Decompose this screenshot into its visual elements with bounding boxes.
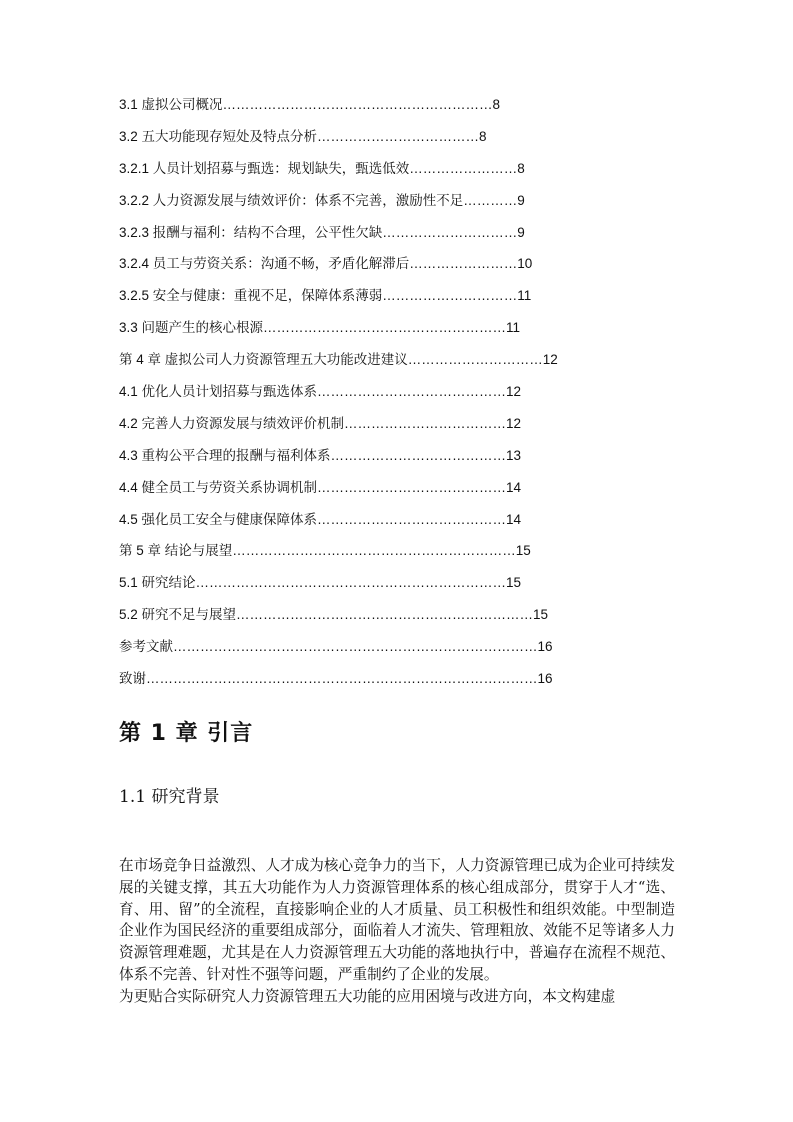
toc-entry[interactable] bbox=[119, 92, 619, 124]
toc-entry-text: 4.4 健全员工与劳资关系协调机制……………………………………14 bbox=[119, 479, 522, 495]
toc-entry[interactable] bbox=[119, 315, 619, 347]
toc-entry[interactable] bbox=[119, 251, 619, 283]
toc-entry-text: 3.2.5 安全与健康：重视不足，保障体系薄弱…………………………11 bbox=[119, 288, 532, 304]
toc-entry[interactable] bbox=[119, 475, 619, 507]
toc-entry-text: 4.1 优化人员计划招募与甄选体系……………………………………12 bbox=[119, 384, 522, 400]
toc-entry[interactable] bbox=[119, 220, 619, 252]
toc-entry[interactable] bbox=[119, 507, 619, 539]
toc-entry[interactable] bbox=[119, 443, 619, 475]
toc-entry-text: 参考文献………………………………………………………………………16 bbox=[119, 639, 553, 655]
toc-entry[interactable] bbox=[119, 602, 619, 634]
toc-entry-text: 4.2 完善人力资源发展与绩效评价机制………………………………12 bbox=[119, 415, 522, 431]
toc-entry-text: 5.1 研究结论……………………………………………………………15 bbox=[119, 575, 522, 591]
toc-entry-text: 4.3 重构公平合理的报酬与福利体系…………………………………13 bbox=[119, 447, 522, 463]
toc-entry[interactable] bbox=[119, 411, 619, 443]
toc-entry[interactable] bbox=[119, 666, 619, 698]
body-paragraph: 在市场竞争日益激烈、人才成为核心竞争力的当下，人力资源管理已成为企业可持续发展的关键支撑，其五大功能作为人力资源管理体系的核心组成部分，贯穿于人才“选、育、用、留”的全流程，直接影响企业的人才质量、员工积极性和组织效能。中型制造企业作为国民经济的重要组成部分，面临着人才流失、管理粗放、效能不足等诸多人力资源管理难题，尤其是在人力资源管理五大功能的落地执行中，普遍存在流程不规范、体系不完善、针对性不强等问题，严重制约了企业的发展。 bbox=[119, 857, 675, 983]
toc-entry-text: 3.2.2 人力资源发展与绩效评价：体系不完善，激励性不足…………9 bbox=[119, 192, 525, 208]
toc-entry-text: 3.1 虚拟公司概况……………………………………………………8 bbox=[119, 97, 501, 112]
toc-entry[interactable] bbox=[119, 538, 619, 570]
toc-entry[interactable] bbox=[119, 283, 619, 315]
toc-entry-text: 4.5 强化员工安全与健康保障体系……………………………………14 bbox=[119, 511, 522, 527]
section-title: 1.1 研究背景 bbox=[119, 787, 220, 807]
toc-entry[interactable] bbox=[119, 570, 619, 602]
toc-entry[interactable] bbox=[119, 634, 619, 666]
toc-entry-text: 3.2 五大功能现存短处及特点分析………………………………8 bbox=[119, 128, 487, 144]
toc-entry[interactable] bbox=[119, 347, 619, 379]
toc-entry[interactable] bbox=[119, 188, 619, 220]
toc-entry-text: 5.2 研究不足与展望…………………………………………………………15 bbox=[119, 607, 549, 623]
toc-entry-text: 3.2.3 报酬与福利：结构不合理，公平性欠缺…………………………9 bbox=[119, 224, 525, 240]
toc-entry-text: 致谢……………………………………………………………………………16 bbox=[119, 671, 553, 687]
chapter-title: 第 1 章 引言 bbox=[119, 721, 254, 746]
toc-entry-text: 3.2.4 员工与劳资关系：沟通不畅，矛盾化解滞后……………………10 bbox=[119, 256, 533, 272]
toc-entry-text: 3.2.1 人员计划招募与甄选：规划缺失，甄选低效……………………8 bbox=[119, 160, 525, 176]
toc-entry-text: 第 4 章 虚拟公司人力资源管理五大功能改进建议…………………………12 bbox=[119, 352, 558, 368]
body-paragraph: 为更贴合实际研究人力资源管理五大功能的应用困境与改进方向，本文构建虚 bbox=[119, 987, 616, 1005]
toc-entry[interactable] bbox=[119, 379, 619, 411]
toc-entry[interactable] bbox=[119, 156, 619, 188]
toc-entry-text: 第 5 章 结论与展望………………………………………………………15 bbox=[119, 543, 531, 559]
toc-entry[interactable] bbox=[119, 124, 619, 156]
body-text bbox=[119, 855, 675, 1008]
toc-entry-text: 3.3 问题产生的核心根源………………………………………………11 bbox=[119, 320, 521, 336]
table-of-contents bbox=[119, 92, 619, 698]
